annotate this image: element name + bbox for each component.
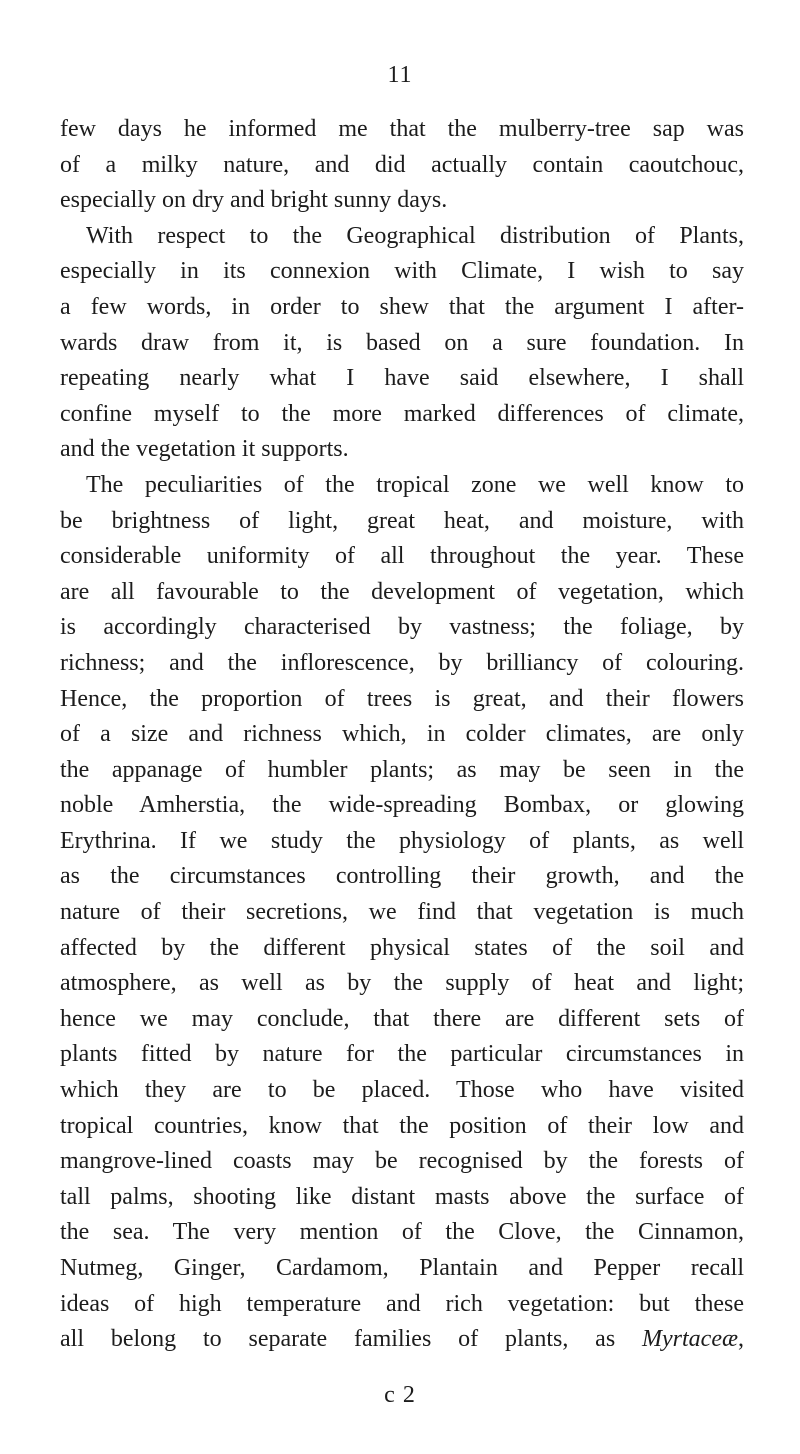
text-line: Erythrina. If we study the physiology of plants, as well (60, 827, 744, 854)
text-line: affected by the different physical states of the soil and (60, 934, 744, 961)
text-line: especially in its connexion with Climate, I wish to say (60, 258, 744, 285)
text-line: especially on dry and bright sunny days. (60, 187, 448, 214)
italic-term: Myrtaceæ (642, 1326, 738, 1353)
text-line: few days he informed me that the mulberry-tree sap was (60, 116, 744, 142)
body-text (60, 112, 744, 1358)
text-line: the appanage of humbler plants; as may be seen in the (60, 756, 744, 783)
text-line: The peculiarities of the tropical zone we well know to (86, 471, 744, 498)
text-line: tropical countries, know that the position of their low and (60, 1112, 744, 1139)
text-line: nature of their secretions, we find that vegetation is much (60, 899, 744, 926)
text-line: considerable uniformity of all throughout the year. These (60, 543, 744, 570)
text-line: are all favourable to the development of vegetation, which (60, 578, 744, 605)
text-line: repeating nearly what I have said elsewhere, I shall (60, 365, 744, 392)
text-line: and the vegetation it supports. (60, 436, 349, 463)
text-line: all belong to separate families of plants, as Myrtaceæ, (60, 1326, 744, 1353)
text-line: the sea. The very mention of the Clove, the Cinnamon, (60, 1219, 744, 1246)
text-line: noble Amherstia, the wide-spreading Bombax, or glowing (60, 792, 744, 819)
text-line: a few words, in order to shew that the argument I after- (60, 293, 744, 320)
text-line: mangrove-lined coasts may be recognised by the forests of (60, 1148, 744, 1175)
text-line: plants fitted by nature for the particular circumstances in (60, 1041, 744, 1068)
text-line: which they are to be placed. Those who have visited (60, 1077, 744, 1104)
text-line: Hence, the proportion of trees is great, and their flowers (60, 685, 744, 712)
signature-mark: c 2 (384, 1382, 416, 1408)
text-line: richness; and the inflorescence, by brilliancy of colouring. (60, 649, 744, 676)
text-line: be brightness of light, great heat, and moisture, with (60, 507, 744, 534)
page-number: 11 (387, 62, 413, 88)
text-line: of a size and richness which, in colder climates, are only (60, 721, 744, 748)
text-line: as the circumstances controlling their growth, and the (60, 863, 744, 890)
text-line: of a milky nature, and did actually contain caoutchouc, (60, 151, 744, 178)
text-line: With respect to the Geographical distribution of Plants, (86, 222, 744, 249)
text-line: tall palms, shooting like distant masts above the surface of (60, 1183, 744, 1210)
text-line: hence we may conclude, that there are different sets of (60, 1005, 744, 1032)
text-line: ideas of high temperature and rich vegetation: but these (60, 1290, 744, 1317)
text-line: is accordingly characterised by vastness; the foliage, by (60, 614, 744, 641)
text-line: confine myself to the more marked differences of climate, (60, 400, 744, 427)
text-line: Nutmeg, Ginger, Cardamom, Plantain and Pepper recall (60, 1255, 744, 1281)
text-line: wards draw from it, is based on a sure foundation. In (60, 329, 744, 356)
text-line: atmosphere, as well as by the supply of heat and light; (60, 970, 744, 997)
